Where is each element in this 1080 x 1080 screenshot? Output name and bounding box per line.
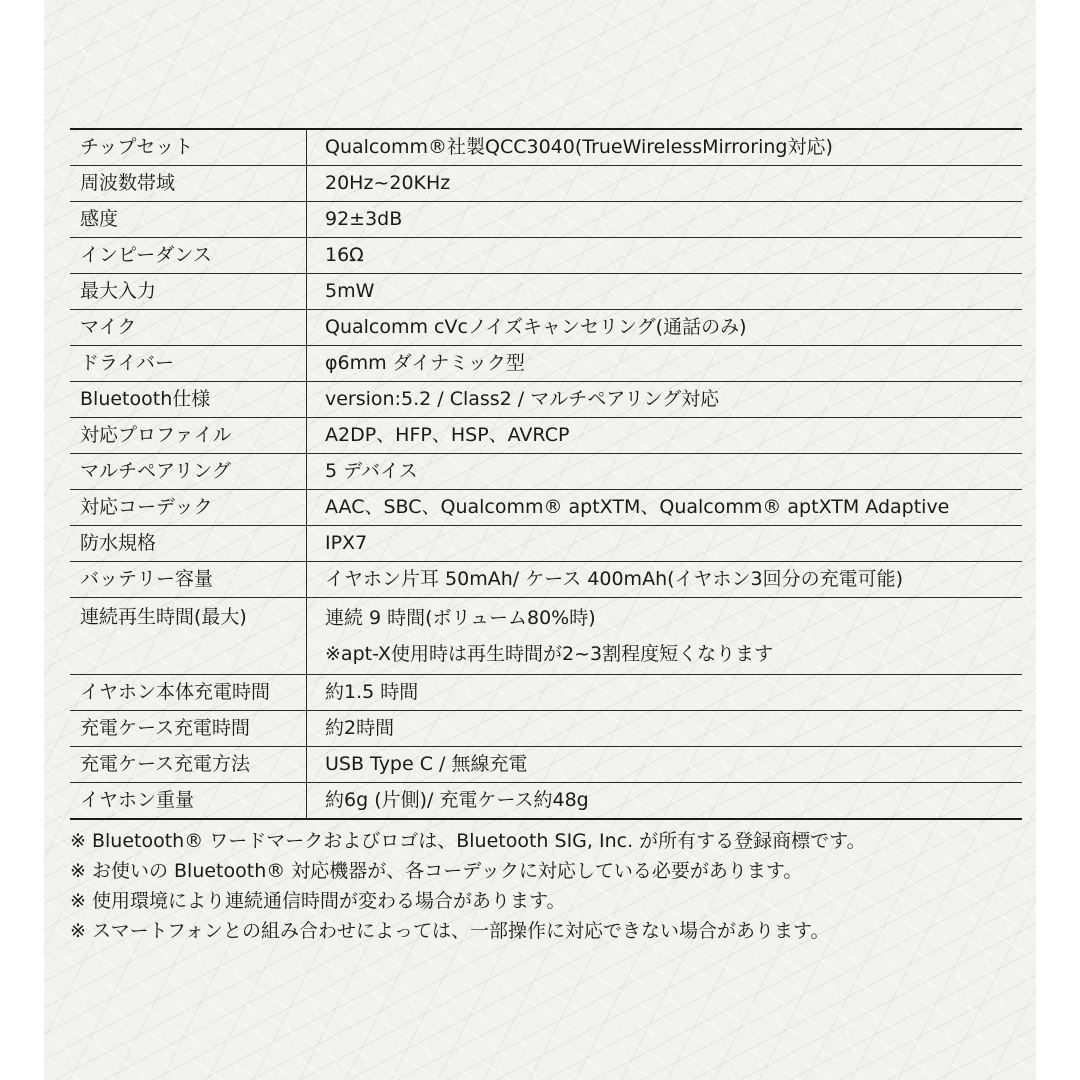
- table-row: [70, 418, 1022, 454]
- table-row: [70, 490, 1022, 526]
- table-row: [70, 562, 1022, 598]
- footnote: ※ スマートフォンとの組み合わせによっては、一部操作に対応できない場合があります。: [70, 920, 830, 942]
- spec-label: バッテリー容量: [70, 562, 307, 598]
- spec-value: Qualcomm cVcノイズキャンセリング(通話のみ): [325, 316, 747, 338]
- spec-label: マルチペアリング: [70, 454, 307, 490]
- spec-value: 16Ω: [325, 244, 364, 266]
- spec-label: 最大入力: [70, 274, 307, 310]
- spec-label: ドライバー: [70, 346, 307, 382]
- spec-label: 感度: [70, 202, 307, 238]
- spec-label: 対応コーデック: [70, 490, 307, 526]
- table-row: [70, 129, 1022, 166]
- spec-label: イヤホン本体充電時間: [70, 675, 307, 711]
- spec-value: USB Type C / 無線充電: [325, 753, 528, 775]
- spec-value: 5 デバイス: [325, 460, 418, 482]
- table-row: [70, 310, 1022, 346]
- spec-value: Qualcomm®社製QCC3040(TrueWirelessMirroring対応): [325, 136, 833, 158]
- spec-value: 約2時間: [325, 717, 395, 739]
- spec-value: φ6mm ダイナミック型: [325, 352, 525, 374]
- spec-label: 充電ケース充電方法: [70, 747, 307, 783]
- footnote: ※ お使いの Bluetooth® 対応機器が、各コーデックに対応している必要があります。: [70, 860, 803, 882]
- table-row: [70, 382, 1022, 418]
- spec-value: 約1.5 時間: [325, 681, 419, 703]
- table-row: [70, 598, 1022, 675]
- spec-label: イヤホン重量: [70, 783, 307, 820]
- table-row: [70, 346, 1022, 382]
- spec-value: イヤホン片耳 50mAh/ ケース 400mAh(イヤホン3回分の充電可能): [325, 568, 904, 590]
- spec-label: 防水規格: [70, 526, 307, 562]
- footnotes: [70, 826, 1030, 946]
- spec-value: version:5.2 / Class2 / マルチペアリング対応: [325, 388, 720, 410]
- spec-table: [70, 128, 1022, 820]
- spec-label: 充電ケース充電時間: [70, 711, 307, 747]
- spec-value: 5mW: [325, 280, 375, 302]
- spec-label: 周波数帯域: [70, 166, 307, 202]
- table-row: [70, 526, 1022, 562]
- spec-value: 92±3dB: [325, 208, 403, 230]
- table-row: [70, 454, 1022, 490]
- spec-value: 20Hz~20KHz: [325, 172, 451, 194]
- spec-value: [307, 598, 1023, 675]
- spec-value-note: ※apt-X使用時は再生時間が2~3割程度短くなります: [325, 643, 774, 665]
- footnote: ※ Bluetooth® ワードマークおよびロゴは、Bluetooth SIG, Inc. が所有する登録商標です。: [70, 830, 866, 852]
- spec-value: IPX7: [325, 532, 368, 554]
- spec-label: 連続再生時間(最大): [70, 598, 307, 675]
- table-row: [70, 274, 1022, 310]
- spec-label: マイク: [70, 310, 307, 346]
- table-row: [70, 747, 1022, 783]
- spec-label: Bluetooth仕様: [70, 382, 307, 418]
- spec-label: チップセット: [70, 129, 307, 166]
- spec-value: A2DP、HFP、HSP、AVRCP: [325, 424, 570, 446]
- table-row: [70, 783, 1022, 820]
- table-row: [70, 675, 1022, 711]
- spec-value-line: 連続 9 時間(ボリューム80%時): [325, 607, 596, 629]
- spec-value: AAC、SBC、Qualcomm® aptXTM、Qualcomm® aptXTM Adaptive: [325, 496, 950, 518]
- spec-label: 対応プロファイル: [70, 418, 307, 454]
- table-row: [70, 202, 1022, 238]
- spec-value: 約6g (片側)/ 充電ケース約48g: [325, 789, 589, 811]
- spec-label: インピーダンス: [70, 238, 307, 274]
- table-row: [70, 238, 1022, 274]
- table-row: [70, 711, 1022, 747]
- footnote: ※ 使用環境により連続通信時間が変わる場合があります。: [70, 890, 566, 912]
- table-row: [70, 166, 1022, 202]
